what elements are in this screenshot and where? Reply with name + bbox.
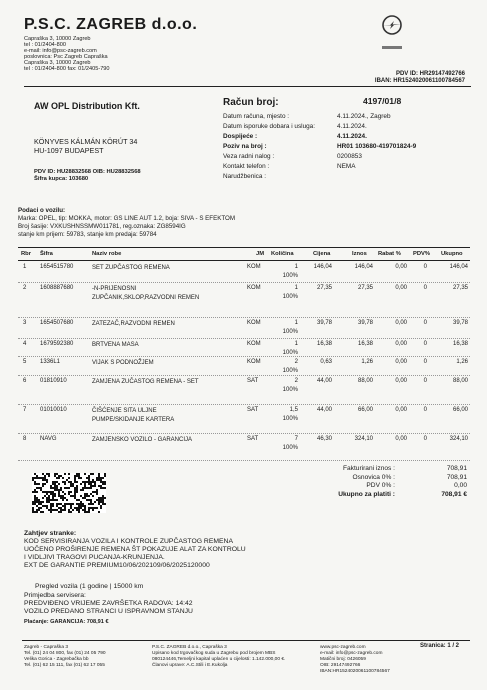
- service-line-1: Pregled vozila (1 godine | 15000 km: [35, 583, 144, 590]
- row-iznos: 324,10: [354, 436, 373, 442]
- row-separator: [18, 460, 470, 461]
- row-cijena: 46,30: [316, 436, 332, 442]
- row-iznos: 88,00: [357, 378, 373, 384]
- total-value: 0,00: [454, 482, 467, 489]
- row-kolicina: 2: [294, 378, 298, 384]
- company-name: P.S.C. ZAGREB d.o.o.: [24, 16, 198, 33]
- header-divider: [24, 86, 471, 87]
- row-cijena: 16,38: [316, 341, 332, 347]
- row-ukupno: 88,00: [452, 378, 468, 384]
- request-line-2: UOČENO PROŠIRENJE REMENA ŠT POKAZUJE ALAT ZA KONTROLU: [24, 546, 246, 553]
- row-jm: KOM: [247, 264, 261, 270]
- row-sifra: 1679592380: [40, 341, 74, 347]
- row-kolicina: 7: [294, 436, 298, 442]
- row-jm: KOM: [247, 341, 261, 347]
- footer-col1-line: Tel. (01) 24 04 800, fax (01) 24 05 790: [24, 651, 106, 656]
- client-name: AW OPL Distribution Kft.: [34, 101, 140, 111]
- row-sifra: NAVG: [40, 436, 57, 442]
- row-percent: 100%: [282, 416, 298, 422]
- row-jm: KOM: [247, 285, 261, 291]
- branch-phone: tel : 01/2404-800 fax: 01/2405-790: [24, 66, 110, 72]
- vehicle-heading: Podaci o vozilu:: [18, 207, 66, 214]
- row-rabat: 0,00: [395, 320, 407, 326]
- row-rabat: 0,00: [395, 378, 407, 384]
- row-pdv: 0: [423, 407, 427, 413]
- row-rabat: 0,00: [395, 264, 407, 270]
- col-sifra: Šifra: [40, 251, 53, 257]
- row-percent: 100%: [282, 329, 298, 335]
- row-kolicina: 2: [294, 359, 298, 365]
- row-iznos: 146,04: [354, 264, 373, 270]
- row-rbr: 8: [23, 436, 27, 442]
- row-pdv: 0: [423, 320, 427, 326]
- row-rbr: 5: [23, 359, 27, 365]
- footer-col3-line: OIB: 29147492766: [320, 663, 361, 668]
- row-ukupno: 146,04: [449, 264, 468, 270]
- row-naziv: VIJAK S PODNOŽJEM: [92, 360, 154, 366]
- page-number: Stranica: 1 / 2: [420, 643, 460, 649]
- row-pdv: 0: [423, 378, 427, 384]
- branch-address: Capraška 3, 10000 Zagreb: [24, 60, 91, 66]
- row-rbr: 4: [23, 341, 27, 347]
- footer-col3-line: Matični broj: 0426059: [320, 657, 366, 662]
- footer-col3-line: IBAN:HR1524020061100784567: [320, 669, 390, 674]
- client-address-1: KÖNYVES KÁLMÁN KÖRÚT 34: [34, 137, 138, 146]
- row-pdv: 0: [423, 436, 427, 442]
- row-pdv: 0: [423, 264, 427, 270]
- row-iznos: 1,26: [361, 359, 373, 365]
- row-naziv: BRTVENA MASA: [92, 342, 139, 348]
- row-separator: [18, 338, 470, 339]
- opel-badge-icon: [382, 44, 402, 51]
- col-rabat: Rabat %: [378, 251, 401, 257]
- row-cijena: 44,00: [316, 407, 332, 413]
- company-phone: tel : 01/2404-800: [24, 42, 66, 48]
- row-rabat: 0,00: [395, 359, 407, 365]
- invoice-title: Račun broj:: [223, 97, 279, 108]
- row-pdv: 0: [423, 341, 427, 347]
- branch-name: poslovnica: Psc Zagreb Capraška: [24, 54, 108, 60]
- row-rabat: 0,00: [395, 285, 407, 291]
- row-cijena: 44,00: [316, 378, 332, 384]
- service-line-4: VOZILO PREDANO STRANCI U ISPRAVNOM STANJU: [24, 608, 193, 615]
- row-rbr: 1: [23, 264, 27, 270]
- footer-col2-line: Upisano kod trgovačkog suda u Zagrebu pod brojem MBS: [152, 651, 276, 656]
- service-line-2: Primjedba servisera:: [24, 592, 86, 599]
- invoice-field-value: 4.11.2024.: [337, 123, 367, 130]
- row-separator: [18, 404, 470, 405]
- footer-col1-line: Tel. (01) 62 15 111, fax (01) 62 17 055: [24, 663, 105, 668]
- footer-col2-line: 080124446,Temeljni kapital uplaćen u cijelosti: 1.142.000,00 €.: [152, 657, 286, 662]
- row-cijena: 27,35: [316, 285, 332, 291]
- row-sifra: 1654515780: [40, 264, 74, 270]
- invoice-field-label: Narudžbenica :: [223, 173, 266, 180]
- col-pdv: PDV%: [413, 251, 431, 257]
- row-kolicina: 1: [294, 341, 298, 347]
- invoice-field-value: HR01 103680-419701824-9: [337, 143, 417, 150]
- invoice-field-value: 0200853: [337, 153, 362, 160]
- row-jm: SAT: [247, 378, 259, 384]
- vehicle-line-1: Marka: OPEL, tip: MOKKA, motor: GS LINE AUT 1.2, boja: SIVA - S EFEKTOM: [18, 215, 235, 222]
- col-kolicina: Količina: [271, 251, 294, 257]
- payment-line: Plaćanje: GARANCIJA: 708,91 €: [24, 619, 109, 625]
- footer-col1-line: Zagreb - Capraška 3: [24, 645, 68, 650]
- row-rbr: 3: [23, 320, 27, 326]
- row-cijena: 146,04: [313, 264, 332, 270]
- footer-col3-line: www.psc-zagreb.com: [320, 645, 366, 650]
- row-rbr: 6: [23, 378, 27, 384]
- col-ukupno: Ukupno: [441, 251, 463, 257]
- request-line-4: EXT DE GARANTIE PREMIUM10/06/202109/06/2025120000: [24, 562, 210, 569]
- barcode-icon: [32, 473, 106, 513]
- row-iznos: 39,78: [357, 320, 373, 326]
- row-naziv: ZATEZAČ,RAZVODNI REMEN: [92, 321, 175, 327]
- row-rabat: 0,00: [395, 436, 407, 442]
- footer-col2-line: Članovi uprave: A.C.Stili i E.Kukolja: [152, 663, 228, 668]
- row-separator: [18, 317, 470, 318]
- row-rbr: 2: [23, 285, 27, 291]
- row-sifra: 1654507680: [40, 320, 74, 326]
- row-ukupno: 39,78: [452, 320, 468, 326]
- footer-col1-line: Velika Gorica - Zagrebačka bb: [24, 657, 89, 662]
- row-ukupno: 324,10: [449, 436, 468, 442]
- invoice-number: 4197/01/8: [363, 96, 402, 106]
- row-rabat: 0,00: [395, 407, 407, 413]
- table-header-rule: [18, 260, 470, 261]
- row-iznos: 27,35: [357, 285, 373, 291]
- company-email: e-mail: info@psc-zagreb.com: [24, 48, 97, 54]
- row-sifra: 01010010: [40, 407, 67, 413]
- vehicle-line-3: stanje km prijem: 59783, stanje km predaja: 59784: [18, 231, 157, 238]
- row-kolicina: 1: [294, 264, 298, 270]
- row-separator: [18, 433, 470, 434]
- row-kolicina: 1: [294, 320, 298, 326]
- request-line-3: I VIDLJIVI TRAGOVI PUCANJA-KRUNJENJA.: [24, 554, 165, 561]
- row-naziv: ČIŠĆENJE SITA ULJNE PUMPE/SKIDANJE KARTERA: [92, 408, 175, 423]
- row-naziv: -N-PRIJENOSNI ZUPČANIK,SKLOP,RAZVODNI REMEN: [92, 286, 200, 301]
- company-iban: IBAN: HR1524020061100784567: [374, 78, 465, 84]
- vehicle-line-2: Broj šasije: VXKUSHNSSMW011781, reg.oznaka: ZG8594IG: [18, 223, 186, 230]
- row-rabat: 0,00: [395, 341, 407, 347]
- row-percent: 100%: [282, 273, 298, 279]
- row-cijena: 0,63: [320, 359, 332, 365]
- col-iznos: Iznos: [352, 251, 367, 257]
- row-naziv: SET ZUPČASTOG REMENA: [92, 265, 170, 271]
- row-kolicina: 1,5: [289, 407, 298, 413]
- invoice-field-label: Veza radni nalog :: [223, 153, 275, 160]
- invoice-field-label: Poziv na broj :: [223, 143, 267, 150]
- col-rbr: Rbr: [21, 251, 31, 257]
- row-percent: 100%: [282, 350, 298, 356]
- row-sifra: 1608887680: [40, 285, 74, 291]
- service-line-3: PREDVIĐENO VRIJEME ZAVRŠETKA RADOVA: 14:42: [24, 600, 193, 607]
- col-jm: JM: [256, 251, 265, 257]
- row-sifra: 1336L1: [40, 359, 61, 365]
- col-naziv: Naziv robe: [92, 251, 122, 257]
- row-jm: KOM: [247, 320, 261, 326]
- row-ukupno: 16,38: [452, 341, 468, 347]
- client-address-2: HU-1097 BUDAPEST: [34, 146, 104, 155]
- row-percent: 100%: [282, 368, 298, 374]
- invoice-field-value: NEMA: [337, 163, 356, 170]
- table-top-rule: [18, 247, 470, 248]
- row-jm: SAT: [247, 436, 259, 442]
- footer-col3-line: e-mail: info@psc-zagreb.com: [320, 651, 383, 656]
- row-jm: KOM: [247, 359, 261, 365]
- client-pdv-oib: PDV ID: HU28832568 OIB: HU28832568: [34, 169, 141, 175]
- client-code: Šifra kupca: 103680: [34, 176, 89, 182]
- row-jm: SAT: [247, 407, 259, 413]
- company-pdv-id: PDV ID: HR29147492766: [395, 71, 465, 77]
- row-ukupno: 66,00: [452, 407, 468, 413]
- col-cijena: Cijena: [313, 251, 331, 257]
- row-iznos: 66,00: [357, 407, 373, 413]
- total-value: 708,91: [446, 465, 467, 472]
- invoice-field-value: 4.11.2024.: [337, 133, 367, 140]
- row-naziv: ZAMJENSKO VOZILO - GARANCIJA: [92, 437, 193, 443]
- request-heading: Zahtjev stranke:: [24, 530, 77, 537]
- row-percent: 100%: [282, 445, 298, 451]
- footer-divider: [22, 640, 470, 641]
- row-kolicina: 1: [294, 285, 298, 291]
- row-ukupno: 1,26: [456, 359, 468, 365]
- row-cijena: 39,78: [316, 320, 332, 326]
- invoice-field-label: Datum isporuke dobara i usluga:: [223, 123, 316, 130]
- opel-logo-icon: [381, 14, 403, 36]
- invoice-field-label: Kontakt telefon :: [223, 163, 270, 170]
- row-iznos: 16,38: [357, 341, 373, 347]
- row-separator: [18, 282, 470, 283]
- company-address: Capraška 3, 10000 Zagreb: [24, 36, 91, 42]
- invoice-field-label: Datum računa, mjesto :: [223, 113, 290, 120]
- row-naziv: ZAMJENA ZUČASTOG REMENA - SET: [92, 379, 199, 385]
- row-pdv: 0: [423, 285, 427, 291]
- row-rbr: 7: [23, 407, 27, 413]
- request-line-1: KOD SERVISIRANJA VOZILA I KONTROLE ZUPČASTOG REMENA: [24, 538, 233, 545]
- row-separator: [18, 356, 470, 357]
- total-value: 708,91 €: [441, 491, 467, 498]
- total-label: Ukupno za platiti :: [338, 491, 395, 498]
- row-separator: [18, 375, 470, 376]
- total-label: Osnovica 0% :: [352, 474, 395, 481]
- invoice-field-label: Dospijeće :: [223, 133, 258, 140]
- row-sifra: 01810910: [40, 378, 67, 384]
- invoice-field-value: 4.11.2024., Zagreb: [337, 113, 391, 120]
- row-percent: 100%: [282, 294, 298, 300]
- total-label: PDV 0% :: [366, 482, 395, 489]
- row-pdv: 0: [423, 359, 427, 365]
- total-value: 708,91: [446, 474, 467, 481]
- total-label: Fakturirani iznos :: [342, 465, 395, 472]
- row-ukupno: 27,35: [452, 285, 468, 291]
- footer-col2-line: P.S.C. ZAGREB d.o.o., Capraška 3: [152, 645, 227, 650]
- row-percent: 100%: [282, 387, 298, 393]
